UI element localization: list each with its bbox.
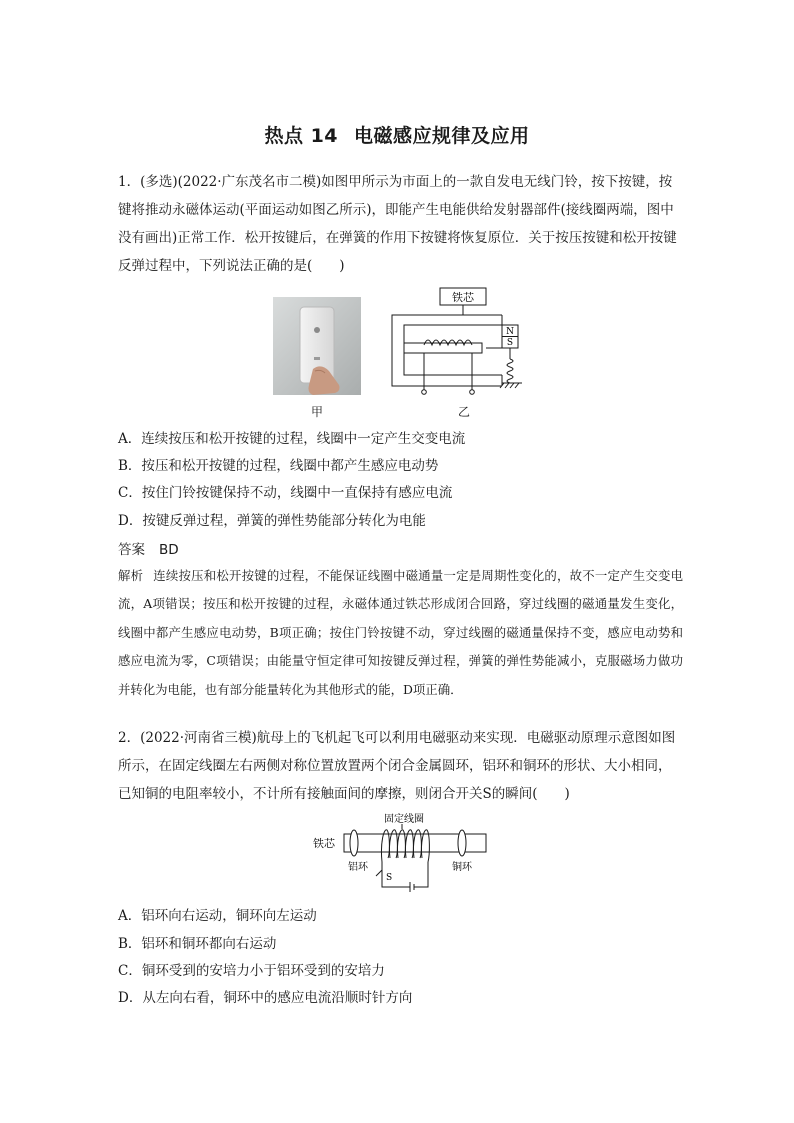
q1-option-c: C．按住门铃按键保持不动，线圈中一直保持有感应电流 bbox=[118, 485, 453, 501]
doorbell-schematic bbox=[390, 287, 528, 399]
doorbell-photo bbox=[273, 297, 361, 395]
question-2-stem: 2．(2022·河南省三模)航母上的飞机起飞可以利用电磁驱动来实现．电磁驱动原理示意图如图所示，在固定线圈左右两侧对称位置放置两个闭合金属圆环，铝环和铜环的形状、大小相同，已知铜的电阻率较小，不计所有接触面间的摩擦，则闭合开关S的瞬间( ) bbox=[118, 730, 676, 802]
answer-value: BD bbox=[159, 542, 179, 558]
question-1-stem: 1．(多选)(2022·广东茂名市二模)如图甲所示为市面上的一款自发电无线门铃，按下按键，按键将推动永磁体运动(平面运动如图乙所示)，即能产生电能供给发射器部件(接线圈两端，图中没有画出)正常工作．松开按键后，在弹簧的作用下按键将恢复原位．关于按压按键和松开按键反弹过程中，下列说法正确的是( ) bbox=[118, 174, 677, 274]
coil-label: 固定线圈 bbox=[384, 814, 424, 825]
figure-label-a: 甲 bbox=[311, 405, 324, 419]
cu-ring-label: 铜环 bbox=[452, 862, 472, 873]
core-label: 铁芯 bbox=[452, 291, 474, 304]
q1-analysis bbox=[118, 562, 683, 704]
q1-answer bbox=[118, 538, 179, 558]
switch-label: S bbox=[386, 873, 393, 883]
page-title bbox=[0, 121, 794, 148]
al-ring-label: 铝环 bbox=[348, 862, 368, 873]
q1-option-b: B．按压和松开按键的过程，线圈中都产生感应电动势 bbox=[118, 458, 439, 474]
q2-option-d: D．从左向右看，铜环中的感应电流沿顺时针方向 bbox=[118, 990, 413, 1006]
analysis-label: 解析 bbox=[118, 568, 144, 583]
q2-option-c: C．铜环受到的安培力小于铝环受到的安培力 bbox=[118, 963, 385, 979]
q2-option-a: A．铝环向右运动，铜环向左运动 bbox=[118, 908, 317, 924]
q1-option-a: A．连续按压和松开按键的过程，线圈中一定产生交变电流 bbox=[118, 431, 466, 447]
analysis-text: 连续按压和松开按键的过程，不能保证线圈中磁通量一定是周期性变化的，故不一定产生交变电流，A项错误；按压和松开按键的过程，永磁体通过铁芯形成闭合回路，穿过线圈的磁通量发生变化，线圈中都产生感应电动势，B项正确；按住门铃按键不动，穿过线圈的磁通量保持不变，感应电动势和感应电流为零，C项错误；由能量守恒定律可知按键反弹过程，弹簧的弹性势能减小，克服磁场力做功并转化为电能，也有部分能量转化为其他形式的能，D项正确． bbox=[118, 568, 684, 697]
q2-option-b: B．铝环和铜环都向右运动 bbox=[118, 936, 277, 952]
pole-n-label: N bbox=[506, 327, 514, 337]
q1-option-d: D．按键反弹过程，弹簧的弹性势能部分转化为电能 bbox=[118, 513, 426, 529]
title-hotspot: 热点 14 bbox=[264, 125, 339, 147]
title-topic: 电磁感应规律及应用 bbox=[354, 125, 530, 147]
pole-s-label: S bbox=[506, 338, 514, 348]
core-label-2: 铁芯 bbox=[313, 837, 335, 850]
figure-label-b: 乙 bbox=[458, 405, 471, 419]
answer-label: 答案 bbox=[118, 542, 145, 558]
electromagnetic-drive-diagram bbox=[310, 812, 490, 898]
